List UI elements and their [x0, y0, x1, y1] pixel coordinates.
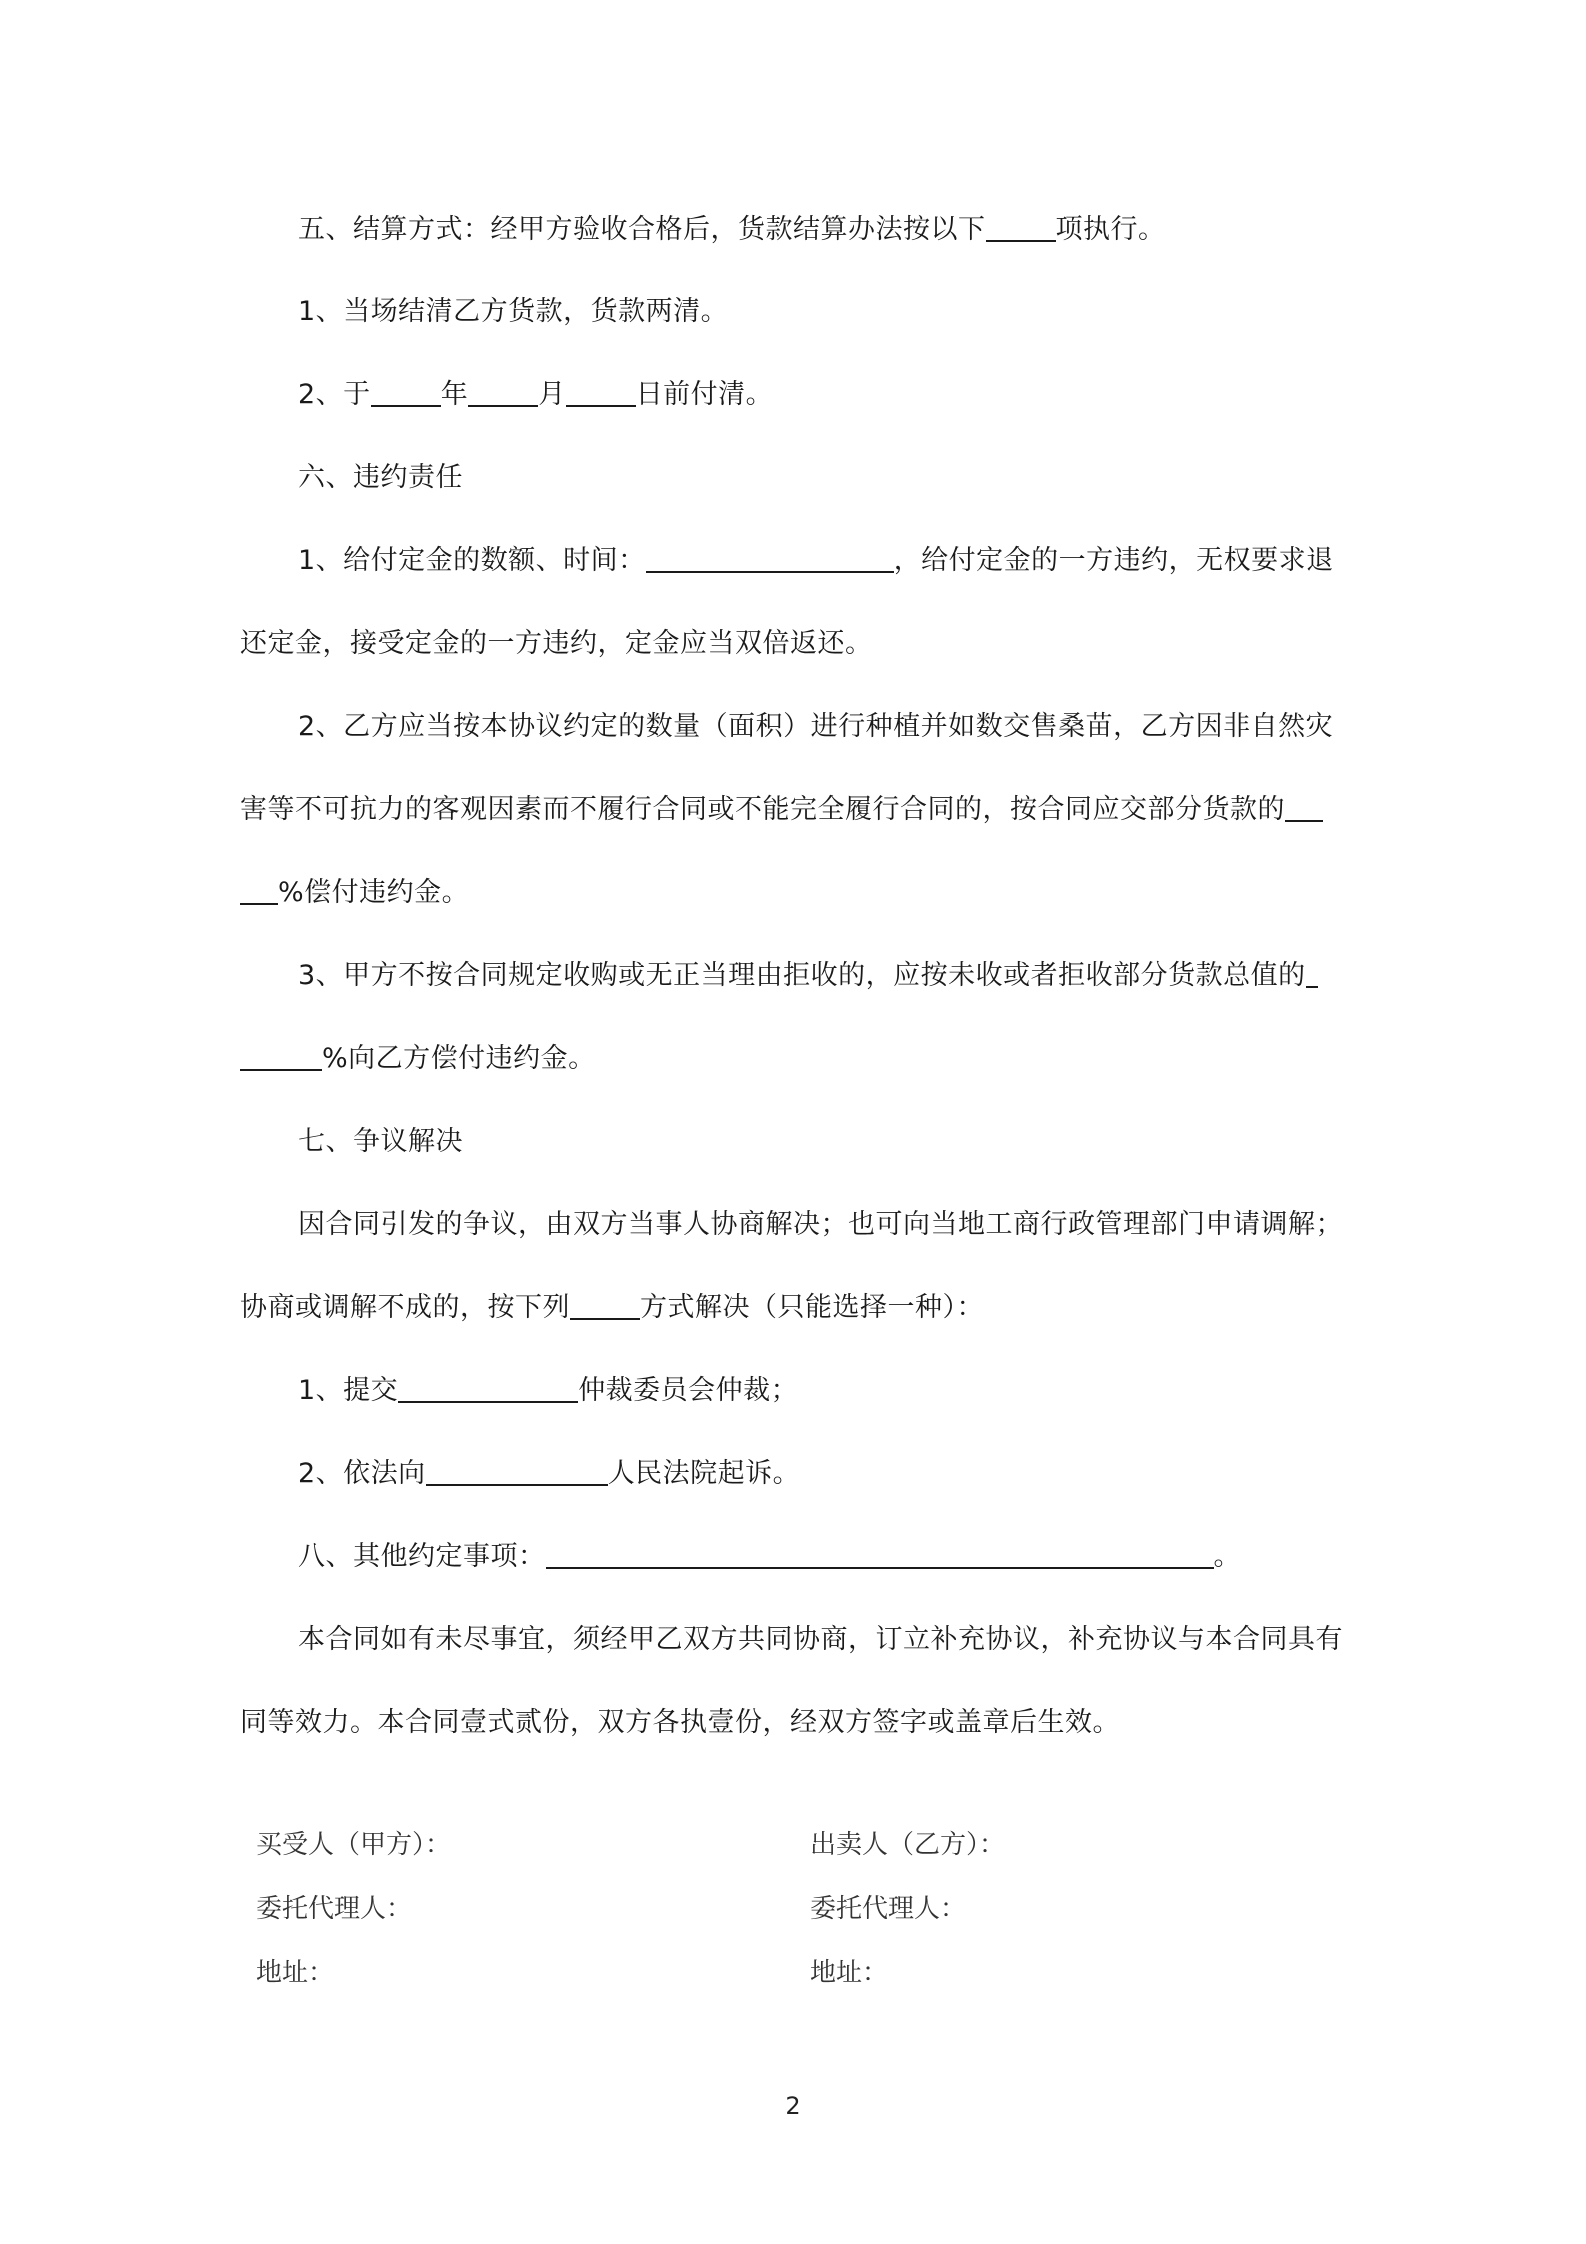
buyer-address-label: 地址： [256, 1958, 335, 1988]
other-terms-label: 八、其他约定事项： [298, 1541, 546, 1572]
dispute-line-1: 因合同引发的争议，由双方当事人协商解决；也可向当地工商行政管理部门申请调解； [298, 1209, 1343, 1240]
buyer-percent-blank-a[interactable] [1306, 958, 1318, 988]
other-terms-blank[interactable] [546, 1539, 1214, 1569]
deposit-amount-blank[interactable] [646, 543, 894, 573]
seller-breach-line-1: 2、乙方应当按本协议约定的数量（面积）进行种植并如数交售桑苗，乙方因非自然灾 [298, 711, 1334, 742]
settlement-item-2-prefix: 2、于 [298, 379, 371, 410]
arbitration-line [298, 1371, 1418, 1411]
year-label: 年 [440, 379, 469, 410]
deposit-line-2: 还定金，接受定金的一方违约，定金应当双倍返还。 [240, 628, 873, 659]
seller-agent-label: 委托代理人： [810, 1894, 967, 1924]
seller-breach-line-3 [240, 873, 1360, 913]
lawsuit-text: 2、依法向 [298, 1458, 426, 1489]
dispute-text: 协商或调解不成的，按下列 [240, 1292, 570, 1323]
dispute-text-after: 方式解决（只能选择一种）： [640, 1292, 984, 1323]
arbitration-text: 1、提交 [298, 1375, 399, 1406]
buyer-breach-line-2 [240, 1039, 1360, 1079]
month-blank[interactable] [468, 377, 538, 407]
lawsuit-line [298, 1454, 1418, 1494]
lawsuit-text-after: 人民法院起诉。 [607, 1458, 801, 1489]
seller-breach-line-2 [240, 790, 1360, 830]
buyer-breach-percent-text: %向乙方偿付违约金。 [322, 1043, 596, 1074]
month-label: 月 [538, 379, 566, 410]
deposit-text: 1、给付定金的数额、时间： [298, 545, 646, 576]
settlement-method-line [298, 210, 1418, 250]
deposit-text-after: ，给付定金的一方违约，无权要求退 [893, 545, 1334, 576]
court-blank[interactable] [426, 1456, 608, 1486]
seller-signature-label: 出卖人（乙方）： [810, 1830, 1006, 1860]
buyer-signature-label: 买受人（甲方）： [256, 1830, 452, 1860]
settlement-method-suffix: 项执行。 [1055, 214, 1166, 245]
other-terms-line [298, 1537, 1418, 1577]
seller-breach-percent-text: %偿付违约金。 [278, 877, 470, 908]
closing-line-2: 同等效力。本合同壹式贰份，双方各执壹份，经双方签字或盖章后生效。 [240, 1707, 1120, 1738]
closing-line-1: 本合同如有未尽事宜，须经甲乙双方共同协商，订立补充协议，补充协议与本合同具有 [298, 1624, 1343, 1655]
seller-address-label: 地址： [810, 1958, 889, 1988]
page-number: 2 [785, 2092, 801, 2120]
dispute-method-blank[interactable] [570, 1290, 640, 1320]
seller-percent-blank-a[interactable] [1285, 792, 1323, 822]
arbitration-text-after: 仲裁委员会仲裁； [578, 1375, 799, 1406]
settlement-option-blank[interactable] [986, 212, 1056, 242]
buyer-breach-line-1 [298, 956, 1418, 996]
arbitration-committee-blank[interactable] [398, 1373, 578, 1403]
dispute-line-2 [240, 1288, 1360, 1328]
buyer-percent-blank-b[interactable] [240, 1041, 322, 1071]
year-blank[interactable] [371, 377, 441, 407]
settlement-item-2-suffix: 日前付清。 [635, 379, 774, 410]
day-blank[interactable] [566, 377, 636, 407]
seller-percent-blank-b[interactable] [240, 875, 278, 905]
seller-breach-text: 害等不可抗力的客观因素而不履行合同或不能完全履行合同的，按合同应交部分货款的 [240, 794, 1285, 825]
section-7-title: 七、争议解决 [298, 1126, 463, 1157]
section-6-title: 六、违约责任 [298, 462, 463, 493]
buyer-agent-label: 委托代理人： [256, 1894, 413, 1924]
settlement-item-2 [298, 375, 1418, 415]
settlement-item-1: 1、当场结清乙方货款，货款两清。 [298, 296, 729, 327]
deposit-line-1 [298, 541, 1418, 581]
other-terms-end: 。 [1213, 1541, 1241, 1572]
buyer-breach-text: 3、甲方不按合同规定收购或无正当理由拒收的，应按未收或者拒收部分货款总值的 [298, 960, 1306, 991]
settlement-method-text: 五、结算方式：经甲方验收合格后，货款结算办法按以下 [298, 214, 986, 245]
